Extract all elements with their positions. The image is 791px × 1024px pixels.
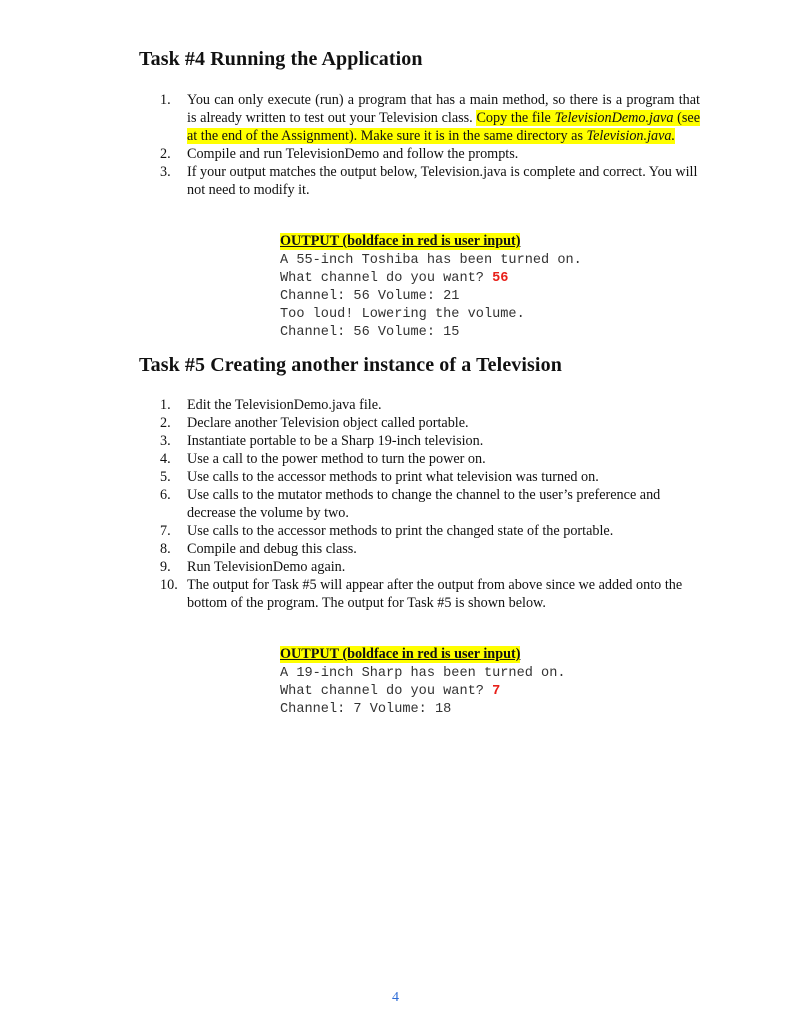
step-number: 1.: [160, 92, 171, 108]
output-header: OUTPUT (boldface in red is user input): [280, 233, 521, 249]
task5-step-6: [160, 486, 700, 522]
task4-step-3: [160, 163, 700, 199]
step-text: Use calls to the accessor methods to print the changed state of the portable.: [187, 523, 614, 539]
step-text: Compile and debug this class.: [187, 541, 357, 557]
task5-steps: [160, 396, 700, 612]
task5-step-8: [160, 540, 700, 558]
step-text: Use a call to the power method to turn the power on.: [187, 451, 486, 467]
step-number: 6.: [160, 487, 171, 503]
output-line: Channel: 56 Volume: 21: [280, 289, 460, 304]
task5-step-4: [160, 450, 700, 468]
step-text: If your output matches the output below, Television.java is complete and correct. You will not need to modify it.: [187, 164, 698, 198]
output-line: Channel: 56 Volume: 15: [280, 325, 460, 340]
step-text: Use calls to the accessor methods to print what television was turned on.: [187, 469, 599, 485]
output-line: What channel do you want?: [280, 271, 493, 286]
filename-demo: TelevisionDemo.java: [554, 110, 674, 126]
step-number: 2.: [160, 415, 171, 431]
task5-output-block: [280, 646, 566, 719]
task5-step-5: [160, 468, 700, 486]
filename-television: Television.java.: [586, 128, 676, 144]
step-number: 2.: [160, 146, 171, 162]
step-number: 8.: [160, 541, 171, 557]
step-number: 5.: [160, 469, 171, 485]
output-header: OUTPUT (boldface in red is user input): [280, 646, 521, 662]
page-number: 4: [392, 990, 399, 1005]
step-number: 1.: [160, 397, 171, 413]
task4-output-block: [280, 233, 582, 342]
step-number: 3.: [160, 164, 171, 180]
task5-step-2: [160, 414, 700, 432]
output-line: What channel do you want?: [280, 684, 493, 699]
task5-step-10: [160, 576, 700, 612]
task5-heading: Task #5 Creating another instance of a Television: [139, 354, 562, 376]
output-line: Channel: 7 Volume: 18: [280, 702, 452, 717]
highlight-text: (see at the end of the Assignment). Make sure it is in the same directory as: [187, 110, 700, 144]
step-text: You can only execute (run) a program that has a main method, so there is a program that is already written to test out your Television class.: [187, 92, 700, 126]
task5-step-7: [160, 522, 700, 540]
step-text: Use calls to the mutator methods to change the channel to the user’s preference and decrease the volume by two.: [187, 487, 661, 521]
task4-heading: Task #4 Running the Application: [139, 48, 423, 70]
user-input: 7: [492, 684, 501, 699]
task4-step-1: [160, 91, 700, 145]
step-text: Run TelevisionDemo again.: [187, 559, 346, 575]
step-text: Declare another Television object called portable.: [187, 415, 469, 431]
step-text: Edit the TelevisionDemo.java file.: [187, 397, 382, 413]
task4-steps: [160, 91, 700, 199]
task5-step-3: [160, 432, 700, 450]
user-input: 56: [492, 271, 509, 286]
step-number: 4.: [160, 451, 171, 467]
step-number: 10.: [160, 577, 178, 593]
task5-step-9: [160, 558, 700, 576]
step-number: 7.: [160, 523, 171, 539]
step-number: 3.: [160, 433, 171, 449]
highlight-text: Copy the file: [476, 110, 555, 126]
output-line: Too loud! Lowering the volume.: [280, 307, 525, 322]
step-text: Instantiate portable to be a Sharp 19-inch television.: [187, 433, 484, 449]
task5-step-1: [160, 396, 700, 414]
output-line: A 19-inch Sharp has been turned on.: [280, 666, 566, 681]
step-number: 9.: [160, 559, 171, 575]
output-line: A 55-inch Toshiba has been turned on.: [280, 253, 582, 268]
step-text: Compile and run TelevisionDemo and follow the prompts.: [187, 146, 519, 162]
task4-step-2: [160, 145, 700, 163]
step-text: The output for Task #5 will appear after the output from above since we added onto the bottom of the program. The output for Task #5 is shown below.: [187, 577, 683, 611]
